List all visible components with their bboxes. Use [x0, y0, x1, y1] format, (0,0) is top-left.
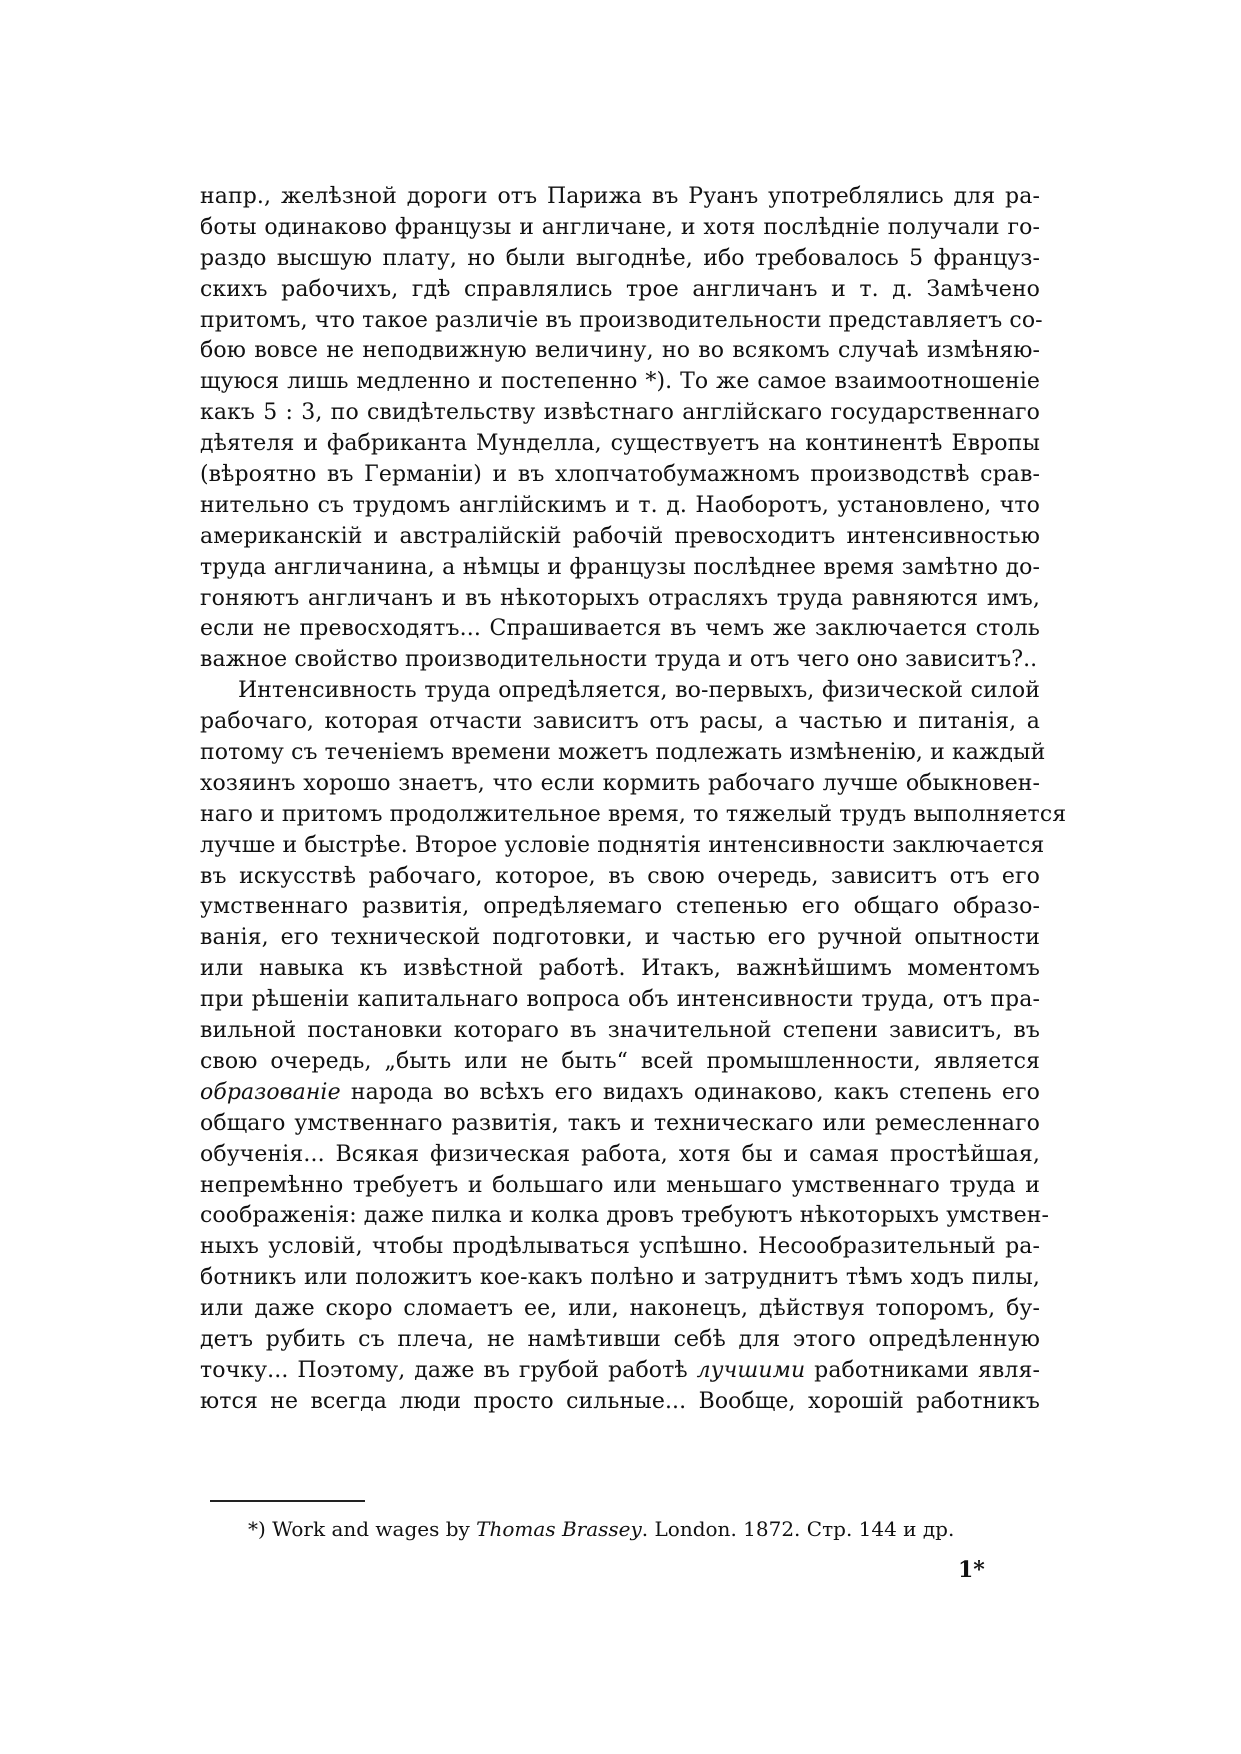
text-line: при рѣшеніи капитальнаго вопроса объ интенсивности труда, отъ пра-: [200, 987, 1040, 1013]
text-line: хозяинъ хорошо знаетъ, что если кормить рабочаго лучше обыкновен-: [200, 770, 1040, 796]
footnote-rule: [210, 1500, 365, 1502]
emphasis-best: лучшими: [696, 1357, 806, 1383]
text-line: [200, 1078, 1040, 1109]
text-line: бою вовсе не неподвижную величину, но во всякомъ случаѣ измѣняю-: [200, 338, 1040, 364]
text-line: раздо высшую плату, но были выгоднѣе, ибо требовалось 5 француз-: [200, 245, 1040, 271]
text-line: важное свойство производительности труда и отъ чего оно зависитъ?..: [200, 647, 1038, 673]
text-line: ются не всегда люди просто сильные... Вообще, хорошій работникъ: [200, 1388, 1040, 1414]
text-line: наго и притомъ продолжительное время, то тяжелый трудъ выполняется: [200, 801, 1067, 827]
text-span: народа во всѣхъ его видахъ одинаково, какъ степень его: [340, 1079, 1040, 1105]
text-line: соображенія: даже пилка и колка дровъ требуютъ нѣкоторыхъ умствен-: [200, 1203, 1050, 1229]
footnote-rest: . London. 1872. Стр. 144 и др.: [641, 1517, 955, 1541]
text-line: детъ рубить съ плеча, не намѣтивши себѣ для этого опредѣленную: [200, 1326, 1040, 1352]
emphasis-education: образованіе: [200, 1079, 341, 1105]
text-line: притомъ, что такое различіе въ производительности представляетъ со-: [200, 307, 1043, 333]
text-line: боты одинаково французы и англичане, и хотя послѣдніе получали го-: [200, 214, 1040, 240]
text-line: лучше и быстрѣе. Второе условіе поднятія интенсивности заключается: [200, 832, 1045, 858]
text-line: потому съ теченіемъ времени можетъ подлежать измѣненію, и каждый: [200, 740, 1046, 766]
text-line: если не превосходятъ... Спрашивается въ чемъ же заключается столь: [200, 616, 1040, 642]
text-line: напр., желѣзной дороги отъ Парижа въ Руанъ употреблялись для ра-: [200, 184, 1040, 209]
text-line: или даже скоро сломаетъ ее, или, наконецъ, дѣйствуя топоромъ, бу-: [200, 1296, 1040, 1322]
text-line: ныхъ условій, чтобы продѣлываться успѣшно. Несообразительный ра-: [200, 1234, 1040, 1260]
text-line: Интенсивность труда опредѣляется, во-первыхъ, физической силой: [238, 678, 1040, 704]
text-line: щуюся лишь медленно и постепенно *). То же самое взаимоотношеніе: [200, 369, 1040, 395]
text-line: или навыка къ извѣстной работѣ. Итакъ, важнѣйшимъ моментомъ: [200, 956, 1040, 982]
text-line: свою очередь, „быть или не быть“ всей промышленности, является: [200, 1048, 1040, 1074]
text-line: [200, 1356, 1040, 1387]
text-line: рабочаго, которая отчасти зависитъ отъ расы, а частью и питанія, а: [200, 709, 1040, 735]
text-line: скихъ рабочихъ, гдѣ справлялись трое англичанъ и т. д. Замѣчено: [200, 276, 1040, 302]
text-span: работниками явля-: [805, 1357, 1040, 1383]
text-line: какъ 5 : 3, по свидѣтельству извѣстнаго англійскаго государственнаго: [200, 400, 1040, 426]
text-line: обученія... Всякая физическая работа, хотя бы и самая простѣйшая,: [200, 1141, 1040, 1167]
signature-mark: 1*: [958, 1557, 985, 1583]
text-line: нительно съ трудомъ англійскимъ и т. д. Наоборотъ, установлено, что: [200, 492, 1040, 518]
text-line: общаго умственнаго развитія, такъ и техническаго или ремесленнаго: [200, 1110, 1040, 1136]
text-line: гоняютъ англичанъ и въ нѣкоторыхъ отрасляхъ труда равняются имъ,: [200, 585, 1040, 611]
text-line: дѣятеля и фабриканта Мунделла, существуетъ на континентѣ Европы: [200, 431, 1040, 457]
text-line: непремѣнно требуетъ и большаго или меньшаго умственнаго труда и: [200, 1172, 1040, 1198]
footnote-marker: *) Work and wages by: [248, 1517, 477, 1541]
text-line: вильной постановки котораго въ значительной степени зависитъ, въ: [200, 1018, 1040, 1044]
text-span: точку... Поэтому, даже въ грубой работѣ: [200, 1357, 697, 1383]
paragraph-2: [200, 676, 1067, 1417]
text-line: американскій и австралійскій рабочій превосходитъ интенсивностью: [200, 523, 1040, 549]
text-line: ботникъ или положитъ кое-какъ полѣно и затруднитъ тѣмъ ходъ пилы,: [200, 1265, 1040, 1291]
text-line: въ искусствѣ рабочаго, которое, въ свою очередь, зависитъ отъ его: [200, 863, 1040, 889]
footnote-author: Thomas Brassey: [476, 1517, 642, 1541]
text-line: ванія, его технической подготовки, и частью его ручной опытности: [200, 925, 1040, 951]
text-line: (вѣроятно въ Германіи) и въ хлопчатобумажномъ производствѣ срав-: [200, 462, 1040, 488]
text-line: умственнаго развитія, опредѣляемаго степенью его общаго образо-: [200, 894, 1040, 920]
footnote: [248, 1515, 1048, 1543]
page-body: [200, 182, 1067, 1418]
paragraph-1: [200, 182, 1043, 676]
text-line: труда англичанина, а нѣмцы и французы послѣднее время замѣтно до-: [200, 554, 1040, 580]
